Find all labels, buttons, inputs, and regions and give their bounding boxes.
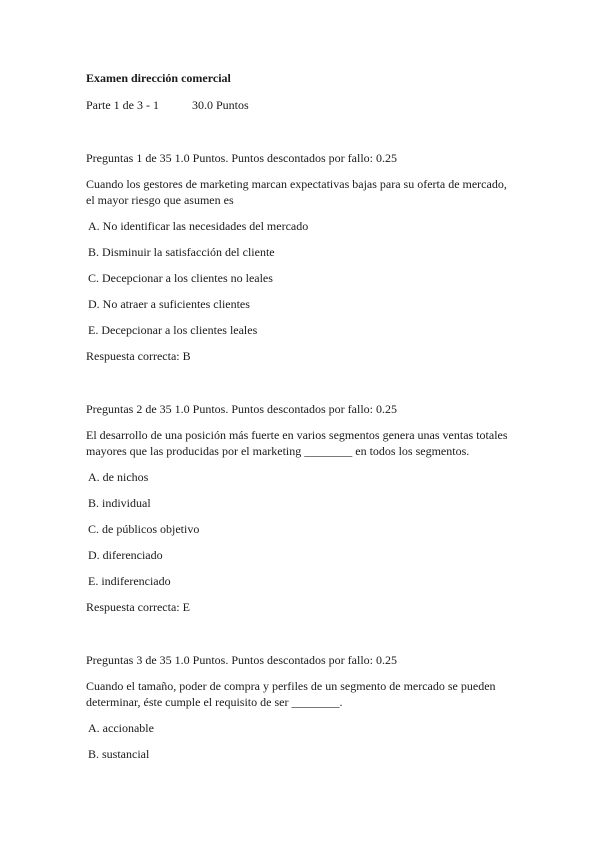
question-1-option-c: C. Decepcionar a los clientes no leales bbox=[88, 271, 273, 285]
question-1-answer: Respuesta correcta: B bbox=[86, 349, 191, 363]
question-1-header: Preguntas 1 de 35 1.0 Puntos. Puntos descontados por fallo: 0.25 bbox=[86, 151, 397, 165]
exam-title: Examen dirección comercial bbox=[86, 71, 231, 85]
question-1-option-a: A. No identificar las necesidades del mercado bbox=[88, 219, 309, 233]
question-3-option-b: B. sustancial bbox=[88, 747, 150, 761]
question-2-text-line2: mayores que las producidas por el marketing ________ en todos los segmentos. bbox=[86, 444, 470, 458]
question-2-text-line1: El desarrollo de una posición más fuerte en varios segmentos genera unas ventas totales bbox=[86, 428, 508, 442]
question-3-header: Preguntas 3 de 35 1.0 Puntos. Puntos descontados por fallo: 0.25 bbox=[86, 653, 397, 667]
part-points: 30.0 Puntos bbox=[192, 98, 249, 112]
question-2-option-b: B. individual bbox=[88, 496, 151, 510]
question-2-header: Preguntas 2 de 35 1.0 Puntos. Puntos descontados por fallo: 0.25 bbox=[86, 402, 397, 416]
question-2-answer: Respuesta correcta: E bbox=[86, 600, 190, 614]
question-2-option-c: C. de públicos objetivo bbox=[88, 522, 200, 536]
question-3-text-line1: Cuando el tamaño, poder de compra y perfiles de un segmento de mercado se pueden bbox=[86, 679, 496, 693]
question-1-option-b: B. Disminuir la satisfacción del cliente bbox=[88, 245, 275, 259]
question-1-text-line2: el mayor riesgo que asumen es bbox=[86, 193, 234, 207]
question-2-option-e: E. indiferenciado bbox=[88, 574, 171, 588]
question-1-option-d: D. No atraer a suficientes clientes bbox=[88, 297, 250, 311]
part-info bbox=[86, 97, 386, 113]
question-1-text-line1: Cuando los gestores de marketing marcan expectativas bajas para su oferta de mercado, bbox=[86, 177, 507, 191]
question-1-option-e: E. Decepcionar a los clientes leales bbox=[88, 323, 258, 337]
question-3-option-a: A. accionable bbox=[88, 721, 154, 735]
question-3-text-line2: determinar, éste cumple el requisito de ser ________. bbox=[86, 695, 343, 709]
question-2-option-d: D. diferenciado bbox=[88, 548, 163, 562]
question-2-option-a: A. de nichos bbox=[88, 470, 149, 484]
part-label: Parte 1 de 3 - 1 bbox=[86, 98, 159, 112]
